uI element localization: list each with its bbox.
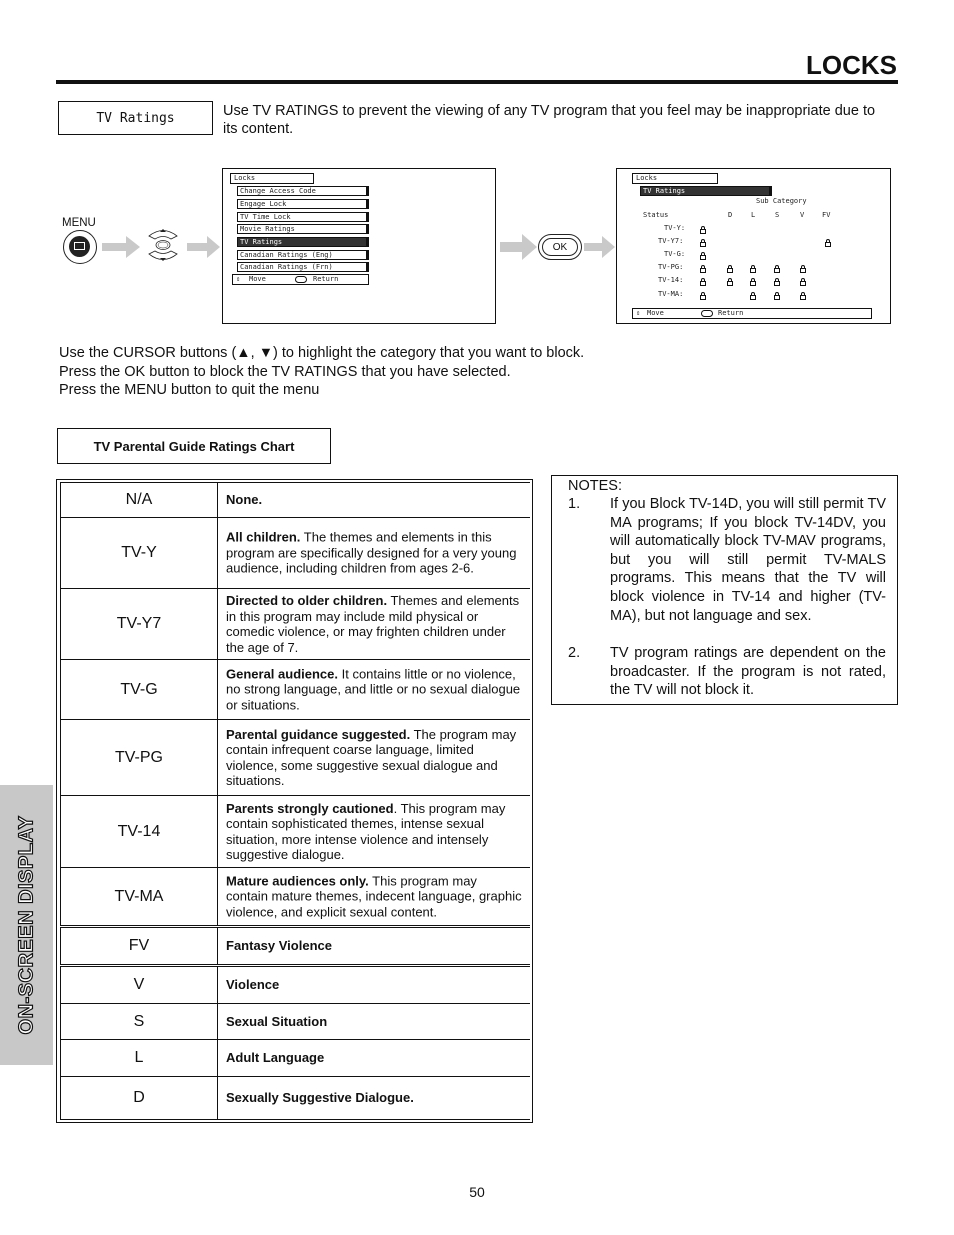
rating-code: TV-MA: [60, 868, 218, 925]
screen2-title: Locks: [632, 173, 718, 184]
rating-row-label: TV-PG:: [658, 263, 684, 271]
menu-button-label: MENU: [62, 217, 96, 229]
lock-icon: [825, 242, 831, 247]
menu-item: Movie Ratings: [237, 224, 367, 234]
lock-icon: [700, 268, 706, 273]
rating-code: S: [60, 1004, 218, 1039]
notes-box: [551, 475, 898, 705]
ok-button-icon: [538, 234, 582, 260]
instructions: [59, 344, 584, 400]
rating-text: Themes and elements in this program may include mild physical or comedic violence, or may frighten children under the age of 7.: [226, 592, 520, 655]
lock-icon: [700, 281, 706, 286]
rating-code: D: [60, 1077, 218, 1119]
chart-title: TV Parental Guide Ratings Chart: [57, 428, 331, 464]
column-header: D: [728, 211, 733, 219]
lock-icon: [750, 268, 756, 273]
screen2-subtitle: TV Ratings: [640, 186, 770, 196]
rating-code: L: [60, 1040, 218, 1076]
footer-return: Return: [718, 309, 744, 317]
lock-icon: [774, 268, 780, 273]
rating-code: TV-PG: [60, 720, 218, 795]
rating-description: [226, 492, 522, 508]
note-number: 1.: [568, 496, 581, 512]
notes-heading: NOTES:: [568, 478, 622, 494]
lock-icon: [727, 281, 733, 286]
rating-row: [60, 1040, 530, 1077]
rating-row: [60, 518, 530, 589]
rating-row-label: TV-MA:: [658, 290, 684, 298]
rating-row: [60, 927, 530, 965]
rating-description: [226, 1014, 522, 1030]
rating-code: FV: [60, 928, 218, 964]
page-number: 50: [469, 1184, 485, 1200]
status-label: Status: [643, 211, 669, 219]
note-text: TV program ratings are dependent on the broadcaster. If the program is not rated, the TV will not block it.: [610, 645, 886, 699]
footer-move: Move: [249, 275, 266, 283]
menu-item: Canadian Ratings (Eng): [237, 250, 367, 260]
column-header: V: [800, 211, 805, 219]
page-title: LOCKS: [806, 50, 897, 80]
side-tab-label: ON-SCREEN DISPLAY: [15, 815, 37, 1035]
lock-icon: [700, 242, 706, 247]
menu-button-icon: [63, 230, 97, 264]
rating-row: [60, 1004, 530, 1040]
rating-row-label: TV-G:: [664, 250, 686, 258]
sub-category-label: Sub Category: [756, 197, 807, 205]
rating-bold: Violence: [226, 977, 280, 993]
menu-item: TV Time Lock: [237, 212, 367, 222]
ratings-table: [56, 479, 533, 1123]
rating-description: [226, 666, 522, 713]
rating-description: [226, 800, 522, 862]
rating-bold: None.: [226, 492, 263, 508]
screen2-footer: [632, 308, 872, 319]
arrow-right-icon: [500, 234, 538, 260]
rating-description: [226, 977, 522, 993]
rating-text: The program may contain infrequent coarse language, limited violence, some suggestive sexual dialogue and situations.: [226, 726, 517, 789]
rating-description: [226, 1090, 522, 1106]
menu-item-selected: TV Ratings: [237, 237, 367, 247]
ok-label: OK: [542, 238, 578, 256]
side-tab: [0, 785, 53, 1065]
rating-description: [226, 726, 522, 788]
lock-icon: [800, 281, 806, 286]
column-header: L: [751, 211, 756, 219]
rating-code: TV-Y7: [60, 589, 218, 659]
menu-item: Canadian Ratings (Frn): [237, 262, 367, 272]
rating-text: It contains little or no violence, no strong language, and little or no sexual dialogue or situations.: [226, 666, 521, 713]
rating-text: . This program may contain sophisticated themes, intense sexual situation, more intense violence and intensely suggestive dialogue.: [226, 800, 506, 863]
lock-icon: [774, 295, 780, 300]
cursor-pad-icon: [145, 226, 181, 266]
rating-description: [226, 1050, 522, 1066]
rating-row-label: TV-Y:: [664, 224, 686, 232]
rating-code: N/A: [60, 483, 218, 517]
rating-code: TV-Y: [60, 518, 218, 588]
rating-row: [60, 589, 530, 660]
column-header: S: [775, 211, 780, 219]
rating-code: V: [60, 967, 218, 1003]
rating-description: [226, 873, 522, 920]
updown-icon: ⇕: [636, 309, 641, 317]
rating-code: TV-14: [60, 796, 218, 867]
lock-icon: [700, 295, 706, 300]
intro-text: Use TV RATINGS to prevent the viewing of any TV program that you feel may be inappropriate due to its content.: [223, 103, 876, 137]
rating-bold: All children.: [226, 529, 301, 545]
rating-bold: General audience.: [226, 666, 338, 682]
rating-description: [226, 593, 522, 655]
return-button-icon: [701, 310, 713, 317]
rating-row-label: TV-Y7:: [658, 237, 684, 245]
instruction-line: Press the OK button to block the TV RATINGS that you have selected.: [59, 363, 511, 380]
lock-icon: [700, 255, 706, 260]
rating-bold: Adult Language: [226, 1050, 325, 1066]
rating-row: [60, 482, 530, 518]
rating-bold: Directed to older children.: [226, 592, 388, 608]
lock-icon: [750, 281, 756, 286]
rating-bold: Sexually Suggestive Dialogue.: [226, 1090, 414, 1106]
screen1-footer: [232, 274, 369, 285]
rating-bold: Parental guidance suggested.: [226, 726, 411, 742]
lock-icon: [727, 268, 733, 273]
lock-icon: [750, 295, 756, 300]
footer-move: Move: [647, 309, 664, 317]
rating-row: [60, 1077, 530, 1120]
arrow-right-icon: [102, 236, 142, 258]
rating-text: This program may contain mature themes, indecent language, graphic violence, and explicit sexual content.: [226, 873, 522, 920]
rating-bold: Sexual Situation: [226, 1013, 328, 1029]
note-number: 2.: [568, 645, 581, 661]
arrow-right-icon: [187, 236, 221, 258]
rating-bold: Fantasy Violence: [226, 938, 332, 954]
rating-row: [60, 796, 530, 868]
lock-icon: [800, 295, 806, 300]
rating-row: [60, 720, 530, 796]
updown-icon: ⇕: [236, 275, 241, 283]
column-header: FV: [822, 211, 831, 219]
menu-item: Change Access Code: [237, 186, 367, 196]
screen1-title: Locks: [230, 173, 314, 184]
rating-bold: Parents strongly cautioned: [226, 800, 394, 816]
rating-code: TV-G: [60, 660, 218, 719]
lock-icon: [774, 281, 780, 286]
lock-icon: [700, 229, 706, 234]
title-rule: [56, 80, 898, 84]
rating-row-label: TV-14:: [658, 276, 684, 284]
return-button-icon: [295, 276, 307, 283]
rating-row: [60, 660, 530, 720]
footer-return: Return: [313, 275, 339, 283]
rating-description: [226, 938, 522, 954]
rating-row: [60, 966, 530, 1004]
rating-description: [226, 530, 522, 577]
note-text: If you Block TV-14D, you will still permit TV MA programs; If you block TV-14DV, you will automatically block TV-MAV programs, but you will still permit TV-MALS programs. This means that the TV will block violence in TV-14 and higher (TV-MA), but not language and sex.: [610, 496, 886, 624]
rating-text: The themes and elements in this program are specifically designed for a very young audience, including children from ages 2-6.: [226, 529, 517, 576]
menu-item: Engage Lock: [237, 199, 367, 209]
lock-icon: [800, 268, 806, 273]
tv-ratings-label-box: TV Ratings: [58, 101, 213, 135]
instruction-line: Press the MENU button to quit the menu: [59, 382, 320, 398]
instruction-line: Use the CURSOR buttons (▲, ▼) to highlight the category that you want to block.: [59, 345, 585, 361]
arrow-right-icon: [584, 236, 616, 258]
rating-bold: Mature audiences only.: [226, 873, 369, 889]
rating-row: [60, 868, 530, 926]
